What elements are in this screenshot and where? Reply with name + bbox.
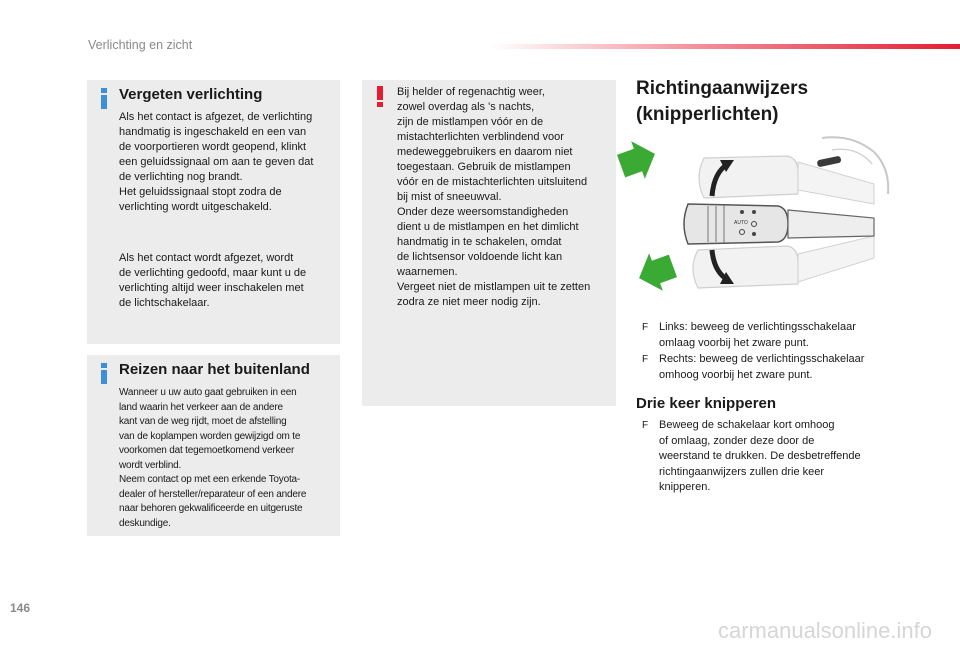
bullet-mark: F bbox=[642, 420, 649, 431]
green-arrow-left-icon bbox=[632, 247, 680, 297]
bullet-triple bbox=[642, 418, 922, 498]
auto-label: AUTO bbox=[734, 220, 748, 226]
forgot-lights-text-1: Als het contact is afgezet, de verlichting handmatig is ingeschakeld en een van de voorportieren wordt geopend, klinkt een geluidssignaal om aan te geven dat de verlichting nog brandt. Het geluidssignaal stopt zodra de verlichting wordt uitgeschakeld. bbox=[119, 111, 314, 213]
info-icon bbox=[101, 363, 107, 384]
triple-flash-text: Beweeg de schakelaar kort omhoog of omlaag, zonder deze door de weerstand te drukken. De desbetreffende richtingaanwijzers zullen drie keer knipperen. bbox=[659, 419, 861, 493]
indicators-title: Richtingaanwijzers (knipperlichten) bbox=[636, 78, 809, 125]
warning-icon bbox=[377, 86, 383, 107]
triple-flash-title: Drie keer knipperen bbox=[636, 395, 777, 412]
indicator-stalk-illustration bbox=[612, 132, 902, 310]
travel-abroad-text: Wanneer u uw auto gaat gebruiken in een land waarin het verkeer aan de andere kant van de weg rijdt, moet de afstelling van de koplampen worden gewijzigd om te voorkomen dat tegemoetkomend verkeer wordt verblind. Neem contact op met een erkende Toyota- dealer of hersteller/reparateur of een andere naar behoren gekwalificeerde en uitgeruste deskundige. bbox=[119, 387, 307, 529]
page-number: 146 bbox=[10, 601, 31, 615]
bullet-right bbox=[642, 352, 922, 384]
green-arrow-right-icon bbox=[614, 135, 662, 185]
section-title: Verlichting en zicht bbox=[88, 38, 193, 52]
info-icon bbox=[101, 88, 107, 109]
bullet-left-text: Links: beweeg de verlichtingsschakelaar omlaag voorbij het zware punt. bbox=[659, 321, 856, 349]
box-title-travel-abroad: Reizen naar het buitenland bbox=[119, 361, 310, 378]
forgot-lights-text-2: Als het contact wordt afgezet, wordt de verlichting gedoofd, maar kunt u de verlichting altijd weer inschakelen met de lichtschakelaar. bbox=[119, 252, 307, 309]
bullet-mark: F bbox=[642, 322, 649, 333]
watermark: carmanualsonline.info bbox=[717, 618, 932, 643]
bullet-mark: F bbox=[642, 354, 649, 365]
header-accent-line bbox=[490, 44, 960, 49]
bullet-right-text: Rechts: beweeg de verlichtingsschakelaar omhoog voorbij het zware punt. bbox=[659, 353, 865, 381]
box-title-forgot-lights: Vergeten verlichting bbox=[119, 86, 263, 103]
fog-lamps-warning-text: Bij helder of regenachtig weer, zowel overdag als 's nachts, zijn de mistlampen vóór en de mistachterlichten verblindend voor medeweggebruikers en daarom niet toegestaan. Gebruik de mistlampen vóór en de mistachterlichten uitsluitend bij mist of sneeuwval. Onder deze weersomstandigheden dient u de mistlampen en het dimlicht handmatig in te schakelen, omdat de lichtsensor voldoende licht kan waarnemen. Vergeet niet de mistlampen uit te zetten zodra ze niet meer nodig zijn. bbox=[397, 86, 591, 308]
bullet-left bbox=[642, 320, 922, 352]
